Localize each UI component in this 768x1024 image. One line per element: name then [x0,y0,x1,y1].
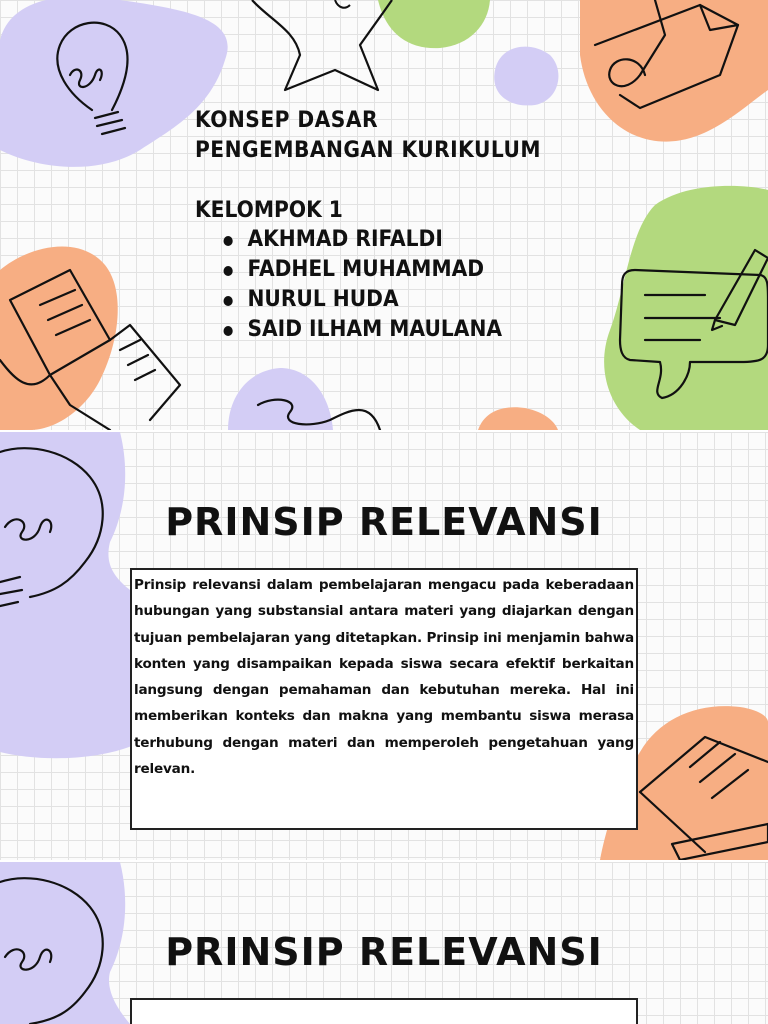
content-slide [0,432,768,860]
purple-blob-top-left [0,0,228,167]
orange-blob-bottom [478,407,558,430]
list-item: FADHEL MUHAMMAD [218,255,502,285]
body-paragraph: Prinsip relevansi dalam pembelajaran mengacu pada keberadaan hubungan yang substansial antara materi yang diajarkan dengan tujuan pembelajaran yang ditetapkan. Prinsip ini menjamin bahwa konten yang disampaikan kepada siswa secara efektif berkaitan langsung dengan pemahaman dan kebutuhan mereka. Hal ini memberikan konteks dan makna yang membantu siswa merasa terhubung dengan materi dan memperoleh pengetahuan yang relevan. [134,577,634,778]
group-label: KELOMPOK 1 [195,198,343,223]
green-blob-top [378,0,490,48]
member-list [218,225,502,345]
purple-blob-small [494,47,558,106]
slide1-decorations [0,0,768,430]
star-icon [252,0,392,90]
text-box [130,568,638,830]
text-box [130,998,638,1024]
orange-blob-top-right [580,0,768,142]
list-item: SAID ILHAM MAULANA [218,315,502,345]
title-line-2: PENGEMBANGAN KURIKULUM [195,138,541,163]
slide-title: PRINSIP RELEVANSI [165,930,603,974]
content-slide [0,862,768,1024]
list-item: AKHMAD RIFALDI [218,225,502,255]
slide-title: PRINSIP RELEVANSI [165,500,603,544]
title-slide [0,0,768,430]
presentation-title [195,106,541,166]
title-line-1: KONSEP DASAR [195,108,379,133]
list-item: NURUL HUDA [218,285,502,315]
orange-blob-left [0,246,118,430]
